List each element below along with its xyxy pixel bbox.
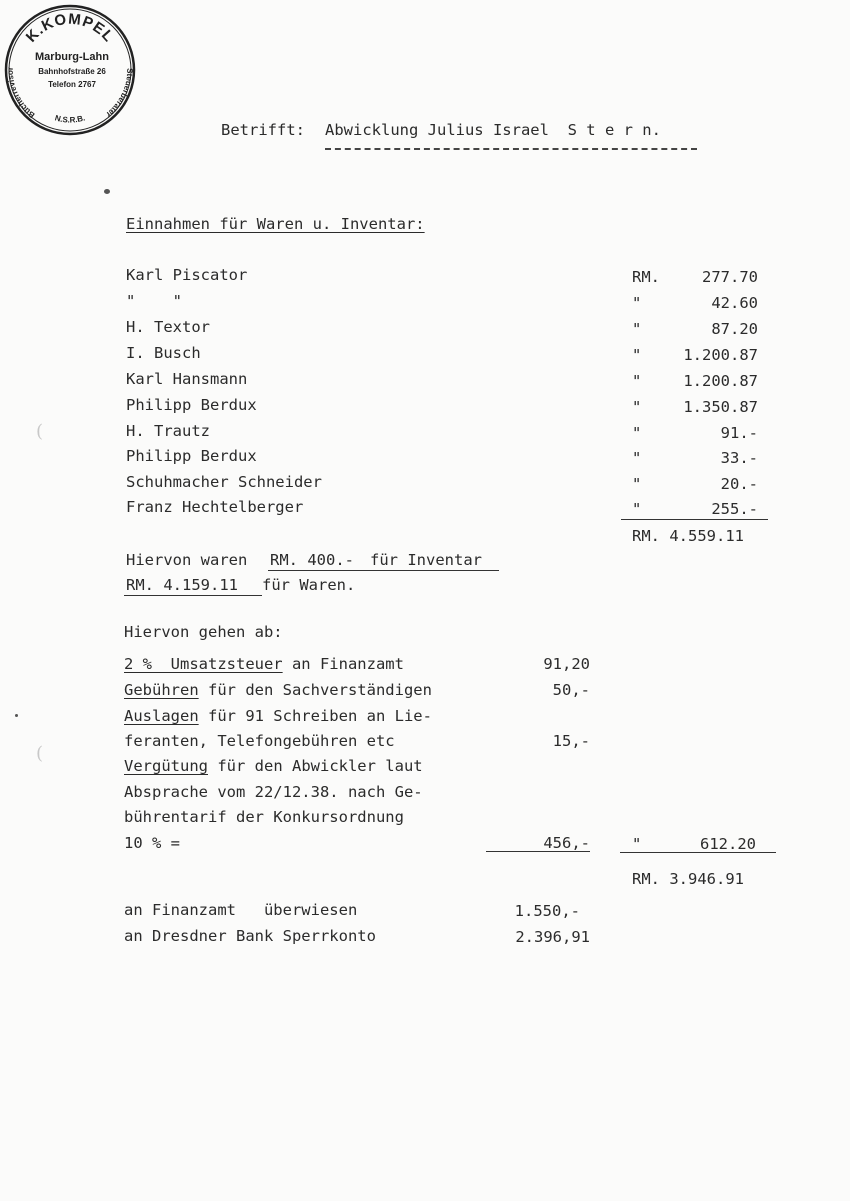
income-currency: "	[632, 372, 642, 390]
punch-mark: (	[36, 421, 44, 442]
deduction-line	[124, 808, 404, 826]
income-amount: 1.200.87	[683, 346, 758, 364]
stamp-street: Bahnhofstraße 26	[38, 67, 106, 76]
deduction-amount: 15,-	[552, 732, 590, 750]
deduction-keyword: 2 % Umsatzsteuer	[124, 655, 283, 673]
company-stamp	[2, 2, 138, 138]
stamp-bottom: N.S.R.B.	[53, 113, 87, 125]
income-amount: 277.70	[702, 268, 758, 286]
income-amount: 33.-	[720, 449, 758, 467]
deduction-line	[124, 757, 423, 775]
deduction-amount: 50,-	[552, 681, 590, 699]
deductions-sum-currency: "	[632, 835, 642, 853]
svg-text:N.S.R.B.	[54, 113, 86, 124]
income-amount: 20.-	[720, 475, 758, 493]
income-amount: 1.200.87	[683, 372, 758, 390]
subject-text: Abwicklung Julius Israel S t e r n.	[325, 121, 661, 139]
deductions-sum: 612.20	[700, 835, 756, 853]
income-currency: "	[632, 398, 642, 416]
split-text: Hiervon waren	[126, 551, 248, 569]
stamp-phone: Telefon 2767	[48, 80, 96, 89]
deduction-text: für den Abwickler laut	[208, 757, 423, 775]
deduction-text: für den Sachverständigen	[198, 681, 432, 699]
deduction-keyword: Auslagen	[124, 707, 199, 725]
income-name: I. Busch	[126, 344, 201, 362]
deduction-keyword: Vergütung	[124, 757, 208, 775]
stamp-city: Marburg-Lahn	[35, 51, 109, 63]
deduction-line	[124, 681, 432, 699]
stamp-right-arc: Steuerberater	[104, 68, 135, 119]
split-inventory-label: für Inventar	[370, 551, 482, 569]
transfer-label: an Finanzamt überwiesen	[124, 901, 358, 919]
income-currency: "	[632, 294, 642, 312]
deduction-text: 10 % =	[124, 834, 180, 852]
split-underline	[124, 595, 262, 596]
income-currency: "	[632, 346, 642, 364]
split-underline	[268, 570, 499, 571]
income-amount: 255.-	[711, 500, 758, 518]
income-amount: 42.60	[711, 294, 758, 312]
income-total: RM. 4.559.11	[632, 527, 744, 545]
income-name: " "	[126, 292, 182, 310]
income-currency: "	[632, 320, 642, 338]
deduction-line	[124, 655, 404, 673]
subject-underline	[325, 148, 697, 150]
punch-mark: (	[36, 743, 44, 764]
income-name: Schuhmacher Schneider	[126, 473, 322, 491]
income-name: Philipp Berdux	[126, 396, 257, 414]
income-name: H. Trautz	[126, 422, 210, 440]
income-sum-line	[621, 519, 768, 520]
deductions-heading: Hiervon gehen ab:	[124, 623, 283, 641]
subject-label: Betrifft:	[221, 121, 305, 139]
split-inventory-amount: RM. 400.-	[270, 551, 354, 569]
deduction-text: feranten, Telefongebühren etc	[124, 732, 395, 750]
deduction-line	[124, 732, 395, 750]
deduction-line	[124, 834, 180, 852]
income-amount: 87.20	[711, 320, 758, 338]
split-goods-amount: RM. 4.159.11	[126, 576, 238, 594]
deduction-line	[124, 783, 423, 801]
remaining-amount: RM. 3.946.91	[632, 870, 744, 888]
income-currency: "	[632, 449, 642, 467]
split-goods-label: für Waren.	[262, 576, 356, 594]
transfer-amount: 1.550,-	[514, 902, 580, 920]
ink-speck	[15, 714, 18, 717]
income-currency: "	[632, 500, 642, 518]
deduction-amount: 456,-	[543, 834, 590, 852]
deduction-text: bührentarif der Konkursordnung	[124, 808, 404, 826]
income-amount: 1.350.87	[683, 398, 758, 416]
stamp-left-arc: Bücherrevisor	[5, 66, 37, 120]
income-name: Karl Piscator	[126, 266, 248, 284]
income-name: Franz Hechtelberger	[126, 498, 304, 516]
deduction-amount: 91,20	[543, 655, 590, 673]
deduction-text: für 91 Schreiben an Lie-	[198, 707, 432, 725]
stamp-name: K.KOMPEL	[22, 10, 118, 46]
income-name: Philipp Berdux	[126, 447, 257, 465]
transfer-label: an Dresdner Bank Sperrkonto	[124, 927, 376, 945]
ink-speck	[104, 189, 110, 194]
deductions-total-line	[620, 852, 776, 853]
income-heading: Einnahmen für Waren u. Inventar:	[126, 215, 425, 233]
income-name: Karl Hansmann	[126, 370, 248, 388]
income-currency: "	[632, 424, 642, 442]
deduction-line	[124, 707, 432, 725]
transfer-amount: 2.396,91	[515, 928, 590, 946]
income-currency: RM.	[632, 268, 660, 286]
income-currency: "	[632, 475, 642, 493]
deduction-keyword: Gebühren	[124, 681, 199, 699]
deduction-text: Absprache vom 22/12.38. nach Ge-	[124, 783, 423, 801]
deduction-text: an Finanzamt	[282, 655, 404, 673]
income-amount: 91.-	[720, 424, 758, 442]
deductions-sum-line	[486, 851, 590, 852]
income-name: H. Textor	[126, 318, 210, 336]
